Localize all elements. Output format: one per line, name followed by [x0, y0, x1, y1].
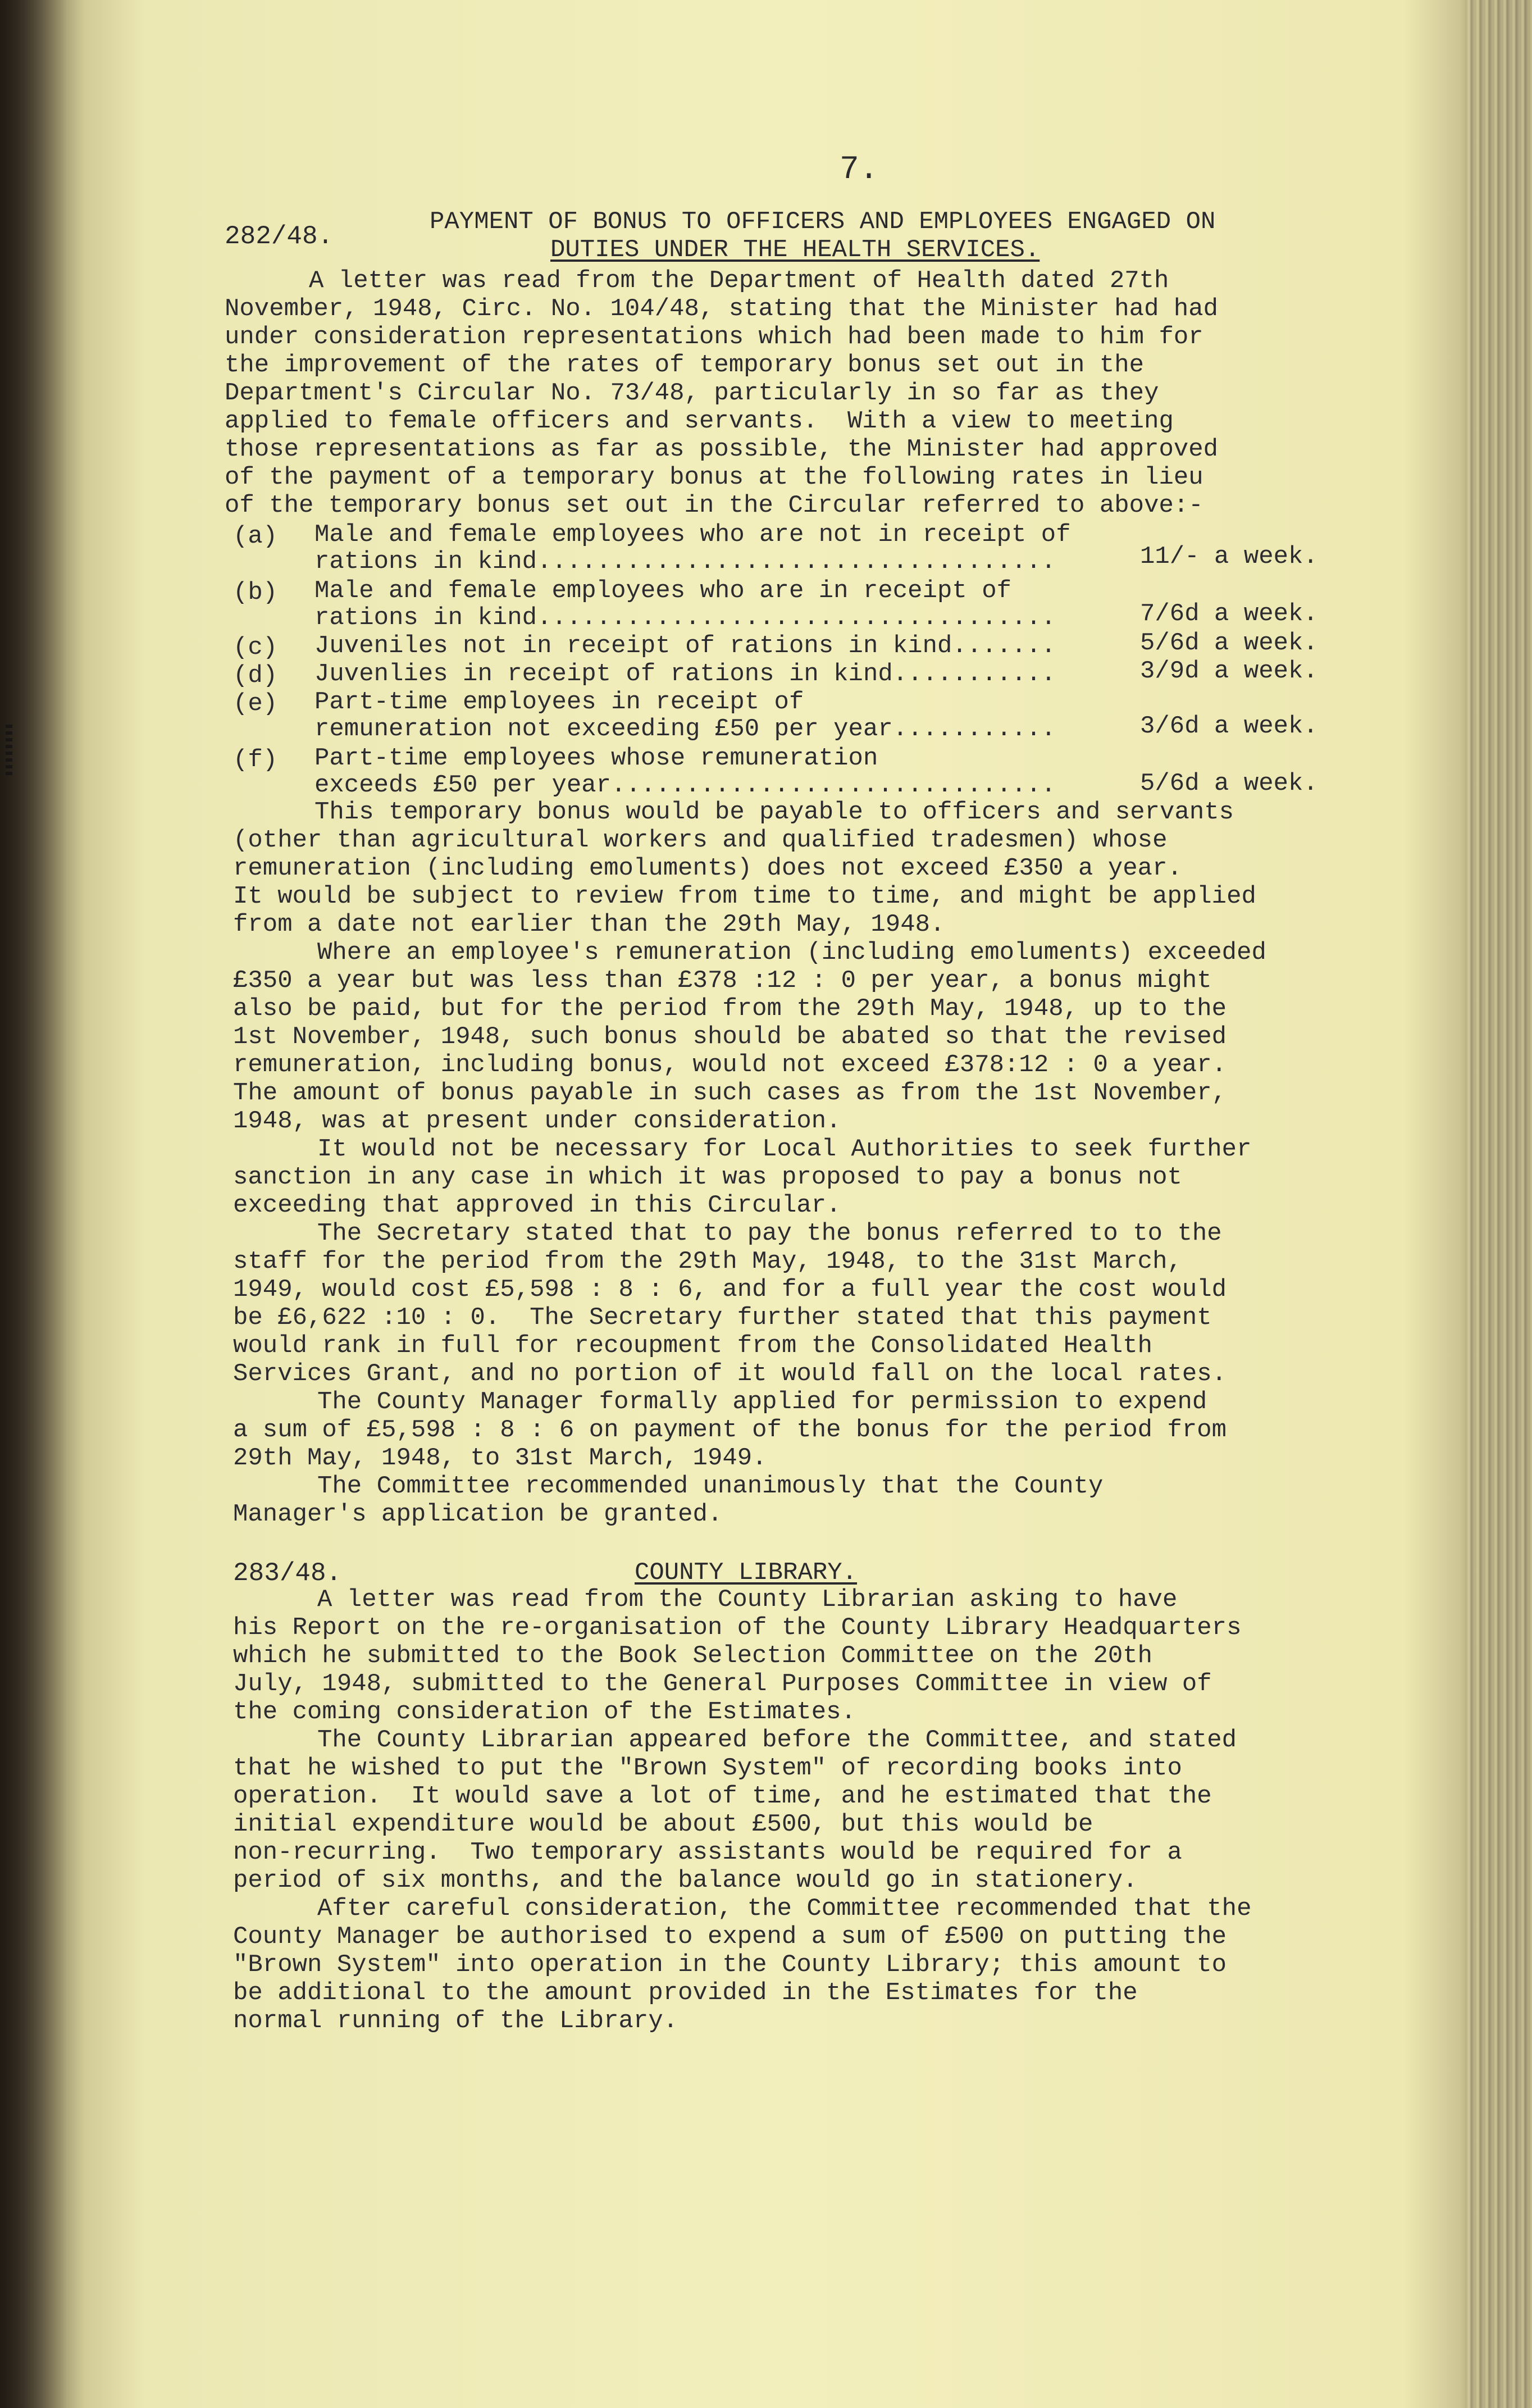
paragraph-line: July, 1948, submitted to the General Purposes Committee in view of: [233, 1670, 1212, 1698]
paragraph-line: exceeding that approved in this Circular.: [233, 1191, 841, 1219]
section-title-line-2: DUTIES UNDER THE HEALTH SERVICES.: [550, 236, 1040, 264]
paragraph-line: The amount of bonus payable in such cases as from the 1st November,: [233, 1079, 1227, 1107]
rate-value-c: 5/6d a week.: [1140, 629, 1318, 657]
rate-value-b: 7/6d a week.: [1140, 600, 1318, 628]
paragraph-line: remuneration, including bonus, would not exceed £378:12 : 0 a year.: [233, 1051, 1227, 1079]
section-title-line-1: PAYMENT OF BONUS TO OFFICERS AND EMPLOYEES ENGAGED ON: [430, 208, 1216, 236]
paragraph-line: Department's Circular No. 73/48, particularly in so far as they: [225, 379, 1159, 407]
rate-text-e-1: Part-time employees in receipt of: [314, 688, 804, 716]
paragraph-line: A letter was read from the Department of Health dated 27th: [309, 267, 1169, 295]
paragraph-line: It would not be necessary for Local Authorities to seek further: [317, 1135, 1252, 1163]
rate-value-f: 5/6d a week.: [1140, 770, 1318, 798]
section-title-county-library: COUNTY LIBRARY.: [635, 1559, 858, 1587]
paragraph-line: The Committee recommended unanimously that the County: [317, 1472, 1104, 1500]
rate-text-a-2: rations in kind...................................: [314, 548, 1056, 576]
rate-label-d: (d): [233, 662, 278, 690]
paragraph-line: a sum of £5,598 : 8 : 6 on payment of the bonus for the period from: [233, 1416, 1227, 1444]
paragraph-line: applied to female officers and servants. With a view to meeting: [225, 407, 1174, 435]
rate-text-b-2: rations in kind...................................: [314, 604, 1056, 632]
paragraph-line: A letter was read from the County Librarian asking to have: [317, 1586, 1178, 1614]
paragraph-line: (other than agricultural workers and qualified tradesmen) whose: [233, 826, 1168, 854]
paragraph-line: The County Librarian appeared before the Committee, and stated: [317, 1726, 1237, 1754]
paragraph-line: from a date not earlier than the 29th May, 1948.: [233, 911, 945, 939]
rate-value-d: 3/9d a week.: [1140, 657, 1318, 685]
binding-gutter-shadow: [0, 0, 84, 2408]
paragraph-line: operation. It would save a lot of time, and he estimated that the: [233, 1782, 1212, 1810]
paragraph-line: It would be subject to review from time to time, and might be applied: [233, 882, 1256, 911]
rate-text-b-1: Male and female employees who are in receipt of: [314, 577, 1012, 605]
rate-label-e: (e): [233, 690, 278, 718]
paragraph-line: of the payment of a temporary bonus at the following rates in lieu: [225, 463, 1203, 491]
paragraph-line: sanction in any case in which it was proposed to pay a bonus not: [233, 1163, 1182, 1191]
paragraph-line: Where an employee's remuneration (including emoluments) exceeded: [317, 939, 1266, 967]
document-page: [84, 0, 1466, 2408]
paragraph-line: would rank in full for recoupment from the Consolidated Health: [233, 1332, 1153, 1360]
paragraph-line: 1948, was at present under consideration.: [233, 1107, 841, 1135]
paragraph-line: 1st November, 1948, such bonus should be abated so that the revised: [233, 1023, 1227, 1051]
rate-value-e: 3/6d a week.: [1140, 712, 1318, 740]
rate-value-a: 11/- a week.: [1140, 543, 1318, 571]
paragraph-line: be additional to the amount provided in the Estimates for the: [233, 1979, 1138, 2007]
paragraph-line: staff for the period from the 29th May, 1948, to the 31st March,: [233, 1248, 1182, 1276]
paragraph-line: which he submitted to the Book Selection Committee on the 20th: [233, 1642, 1153, 1670]
paragraph-line: £350 a year but was less than £378 :12 : 0 per year, a bonus might: [233, 967, 1212, 995]
paragraph-line: non-recurring. Two temporary assistants would be required for a: [233, 1838, 1182, 1867]
section-ref-283-48: 283/48.: [233, 1559, 342, 1588]
rate-text-f-2: exceeds £50 per year..............................: [314, 771, 1056, 799]
paragraph-line: the coming consideration of the Estimates.: [233, 1698, 856, 1726]
rate-text-c: Juveniles not in receipt of rations in kind.......: [314, 632, 1056, 660]
paragraph-line: The County Manager formally applied for permission to expend: [317, 1388, 1207, 1416]
paragraph-line: Services Grant, and no portion of it would fall on the local rates.: [233, 1360, 1227, 1388]
paragraph-line: also be paid, but for the period from the 29th May, 1948, up to the: [233, 995, 1227, 1023]
paragraph-line: normal running of the Library.: [233, 2007, 678, 2035]
paragraph-line: under consideration representations which had been made to him for: [225, 323, 1203, 351]
rate-text-e-2: remuneration not exceeding £50 per year...........: [314, 715, 1056, 743]
binding-stitch-mark: [6, 725, 12, 775]
paragraph-line: those representations as far as possible, the Minister had approved: [225, 435, 1219, 463]
paragraph-line: After careful consideration, the Committee recommended that the: [317, 1895, 1252, 1923]
paragraph-line: "Brown System" into operation in the County Library; this amount to: [233, 1951, 1227, 1979]
rate-label-a: (a): [233, 522, 278, 550]
paragraph-line: remuneration (including emoluments) does not exceed £350 a year.: [233, 854, 1182, 882]
paragraph-line: 1949, would cost £5,598 : 8 : 6, and for a full year the cost would: [233, 1276, 1227, 1304]
paragraph-line: November, 1948, Circ. No. 104/48, stating that the Minister had had: [225, 295, 1219, 323]
paragraph-line: be £6,622 :10 : 0. The Secretary further stated that this payment: [233, 1304, 1212, 1332]
rate-text-f-1: Part-time employees whose remuneration: [314, 744, 878, 772]
rate-label-c: (c): [233, 634, 278, 662]
paragraph-line: that he wished to put the "Brown System" of recording books into: [233, 1754, 1182, 1782]
paragraph-line: the improvement of the rates of temporary bonus set out in the: [225, 351, 1145, 379]
paragraph-line: County Manager be authorised to expend a sum of £500 on putting the: [233, 1923, 1227, 1951]
rate-text-d: Juvenlies in receipt of rations in kind...........: [314, 660, 1056, 688]
rate-text-a-1: Male and female employees who are not in receipt of: [314, 521, 1071, 549]
paragraph-line: of the temporary bonus set out in the Circular referred to above:-: [225, 491, 1203, 520]
paragraph-line: Manager's application be granted.: [233, 1500, 723, 1528]
paragraph-line: This temporary bonus would be payable to officers and servants: [314, 798, 1234, 826]
paragraph-line: his Report on the re-organisation of the County Library Headquarters: [233, 1614, 1242, 1642]
paragraph-line: The Secretary stated that to pay the bonus referred to to the: [317, 1219, 1222, 1248]
paragraph-line: 29th May, 1948, to 31st March, 1949.: [233, 1444, 767, 1472]
rate-label-f: (f): [233, 746, 278, 774]
page-edge-stack: [1466, 0, 1532, 2408]
paragraph-line: period of six months, and the balance would go in stationery.: [233, 1867, 1138, 1895]
rate-label-b: (b): [233, 579, 278, 607]
page-number: 7.: [840, 152, 879, 188]
paragraph-line: initial expenditure would be about £500, but this would be: [233, 1810, 1093, 1838]
section-ref-282-48: 282/48.: [225, 222, 334, 251]
